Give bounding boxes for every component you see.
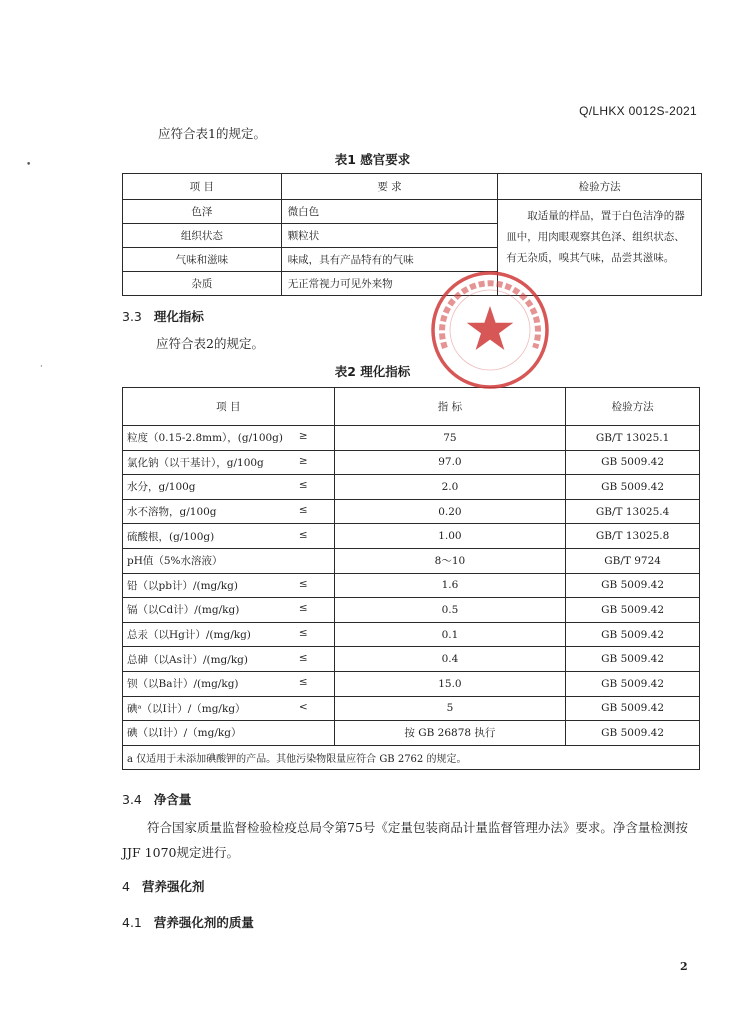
section-4-heading (122, 877, 204, 895)
requirement-cell: 颗粒状 (281, 224, 498, 248)
header-method: 检验方法 (498, 174, 702, 200)
item-label: 碘（以I计）/（mg/kg） (127, 727, 242, 740)
document-code: Q/LHKX 0012S-2021 (579, 104, 697, 118)
header-item: 项 目 (123, 388, 335, 426)
table2-caption: 表2 理化指标 (334, 364, 411, 379)
method-cell: 取适量的样品，置于白色洁净的器皿中，用肉眼观察其色泽、组织状态、有无杂质，嗅其气味，品尝其滋味。 (498, 200, 702, 296)
requirement-cell: 微白色 (281, 200, 498, 224)
item-label: 总汞（以Hg计）/(mg/kg) (127, 629, 251, 642)
item-cell (123, 721, 335, 746)
table-row (123, 450, 700, 475)
item-label: 氯化钠（以干基计），g/100g (127, 456, 264, 469)
section-title: 理化指标 (153, 309, 204, 324)
method-cell: GB/T 13025.1 (566, 426, 700, 451)
section-3-4-heading (122, 790, 191, 808)
value-cell: 0.4 (334, 647, 566, 672)
requirement-cell: 无正常视力可见外来物 (281, 272, 498, 296)
header-requirement: 要 求 (281, 174, 498, 200)
operator: ≤ (298, 479, 308, 492)
section-3-4-text: 符合国家质量监督检验检疫总局令第75号《定量包装商品计量监督管理办法》要求。净含量检测按JJF 1070规定进行。 (122, 820, 688, 860)
table-row (123, 573, 700, 598)
table-row (123, 598, 700, 623)
item-cell (123, 524, 335, 549)
method-cell: GB 5009.42 (566, 671, 700, 696)
operator: ≤ (298, 676, 308, 689)
item-cell: 气味和滋味 (123, 248, 282, 272)
method-cell: GB 5009.42 (566, 721, 700, 746)
item-label: 水分，g/100g (127, 481, 196, 494)
physicochemical-table (122, 387, 700, 770)
intro-text: 应符合表1的规定。 (158, 126, 266, 141)
section-number: 4 (122, 879, 130, 894)
value-cell: 75 (334, 426, 566, 451)
item-cell (123, 622, 335, 647)
item-cell (123, 671, 335, 696)
item-cell: 组织状态 (123, 224, 282, 248)
item-cell (123, 598, 335, 623)
page-number: 2 (680, 960, 688, 973)
item-cell (123, 696, 335, 721)
value-cell: 0.1 (334, 622, 566, 647)
method-cell: GB/T 13025.4 (566, 499, 700, 524)
value-cell: 按 GB 26878 执行 (334, 721, 566, 746)
section-title: 营养强化剂 (141, 879, 205, 894)
item-label: 铅（以pb计）/(mg/kg) (127, 579, 238, 592)
item-label: 粒度（0.15-2.8mm），(g/100g) (127, 432, 284, 445)
method-cell: GB 5009.42 (566, 622, 700, 647)
item-cell (123, 475, 335, 500)
operator: ≤ (298, 627, 308, 640)
item-label: 钡（以Ba计）/(mg/kg) (127, 678, 239, 691)
value-cell: 8～10 (334, 548, 566, 573)
method-cell: GB 5009.42 (566, 475, 700, 500)
operator: ≤ (298, 504, 308, 517)
operator: < (298, 700, 308, 713)
item-label: 水不溶物，g/100g (127, 506, 217, 519)
section-3-3-heading (122, 307, 204, 325)
item-label: 碘ᵃ（以I计）/（mg/kg） (127, 702, 246, 715)
method-cell: GB 5009.42 (566, 696, 700, 721)
header-method: 检验方法 (566, 388, 700, 426)
operator: ≥ (298, 454, 308, 467)
item-cell (123, 499, 335, 524)
item-cell: 色泽 (123, 200, 282, 224)
table-row (123, 499, 700, 524)
table-row (123, 426, 700, 451)
method-cell: GB/T 9724 (566, 548, 700, 573)
table-row (123, 622, 700, 647)
operator: ≤ (298, 528, 308, 541)
section-number: 3.3 (122, 309, 142, 324)
value-cell: 15.0 (334, 671, 566, 696)
value-cell: 0.5 (334, 598, 566, 623)
value-cell: 97.0 (334, 450, 566, 475)
sensory-table (122, 173, 702, 296)
operator: ≤ (298, 651, 308, 664)
value-cell: 2.0 (334, 475, 566, 500)
table-header-row (123, 388, 700, 426)
operator: ≥ (298, 430, 308, 443)
method-cell: GB 5009.42 (566, 450, 700, 475)
scan-mark: • (26, 160, 32, 170)
table-row (123, 524, 700, 549)
section-title: 净含量 (153, 792, 192, 807)
table-row (123, 671, 700, 696)
section-number: 3.4 (122, 792, 142, 807)
item-label: 镉（以Cd计）/(mg/kg) (127, 604, 240, 617)
value-cell: 5 (334, 696, 566, 721)
item-label: 总砷（以As计）/(mg/kg) (127, 653, 249, 666)
method-cell: GB 5009.42 (566, 598, 700, 623)
table-header-row (123, 174, 702, 200)
value-cell: 1.00 (334, 524, 566, 549)
item-cell (123, 647, 335, 672)
item-cell (123, 573, 335, 598)
company-seal-icon (428, 268, 552, 392)
table-row (123, 548, 700, 573)
table-row (123, 475, 700, 500)
method-cell: GB 5009.42 (566, 573, 700, 598)
item-label: pH值（5%水溶液） (127, 555, 223, 568)
header-item: 项 目 (123, 174, 282, 200)
seal-star (467, 306, 514, 350)
table1-caption: 表1 感官要求 (334, 152, 411, 167)
section-number: 4.1 (122, 915, 142, 930)
item-cell (123, 426, 335, 451)
method-cell: GB 5009.42 (566, 647, 700, 672)
value-cell: 0.20 (334, 499, 566, 524)
operator: ≤ (298, 577, 308, 590)
item-cell (123, 450, 335, 475)
item-cell: 杂质 (123, 272, 282, 296)
scan-mark: · (40, 362, 43, 372)
section-title: 营养强化剂的质量 (153, 915, 254, 930)
operator: ≤ (298, 602, 308, 615)
table-row (123, 721, 700, 746)
table-row (123, 647, 700, 672)
requirement-cell: 味咸，具有产品特有的气味 (281, 248, 498, 272)
item-cell (123, 548, 335, 573)
table-note-row (123, 745, 700, 770)
table-row (123, 696, 700, 721)
table-row (123, 200, 702, 224)
value-cell: 1.6 (334, 573, 566, 598)
section-4-1-heading (122, 913, 254, 931)
method-cell: GB/T 13025.8 (566, 524, 700, 549)
table-note: a 仅适用于未添加碘酸钾的产品。其他污染物限量应符合 GB 2762 的规定。 (123, 745, 700, 770)
item-label: 硫酸根，(g/100g) (127, 530, 215, 543)
header-index: 指 标 (334, 388, 566, 426)
section-3-3-text: 应符合表2的规定。 (156, 336, 264, 351)
